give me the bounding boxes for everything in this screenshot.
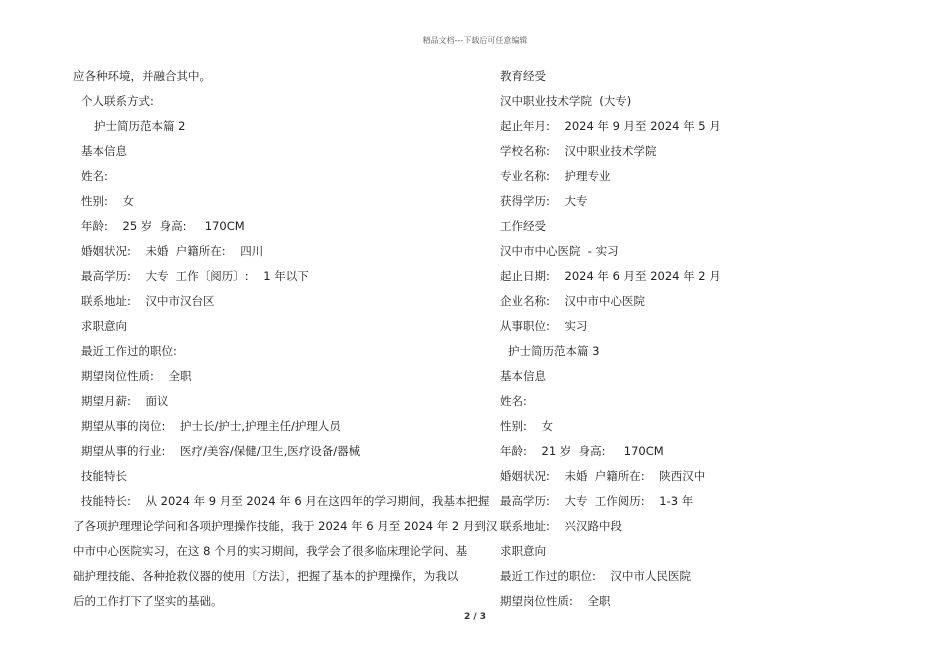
text-line: 专业名称: 护理专业 [500, 169, 611, 183]
text-line: 企业名称: 汉中市中心医院 [500, 294, 645, 308]
text-line: 最近工作过的职位: 汉中市人民医院 [500, 569, 691, 583]
text-line: 求职意向 [81, 319, 127, 333]
text-line: 年龄: 21 岁 身高: 170CM [500, 444, 664, 458]
text-line: 从事职位: 实习 [500, 319, 588, 333]
text-line: 中市中心医院实习，在这 8 个月的实习期间，我学会了很多临床理论学问、基 [73, 544, 468, 558]
text-line: 个人联系方式: [81, 94, 154, 108]
left-column [73, 64, 498, 614]
text-line: 工作经受 [500, 219, 546, 233]
text-line: 求职意向 [500, 544, 546, 558]
text-line: 应各种环境，并融合其中。 [73, 69, 211, 83]
text-line: 了各项护理理论学问和各项护理操作技能，我于 2024 年 6 月至 2024 年 2 月到汉 [73, 519, 498, 533]
text-line: 护士简历范本篇 3 [508, 344, 600, 358]
text-line: 技能特长 [81, 469, 127, 483]
text-line: 期望从事的行业: 医疗/美容/保健/卫生,医疗设备/器械 [81, 444, 361, 458]
text-line: 年龄: 25 岁 身高: 170CM [81, 219, 245, 233]
text-line: 婚姻状况: 未婚 户籍所在: 四川 [81, 244, 264, 258]
text-line: 姓名: [81, 169, 108, 183]
text-line: 起止日期: 2024 年 6 月至 2024 年 2 月 [500, 269, 721, 283]
text-line: 起止年月: 2024 年 9 月至 2024 年 5 月 [500, 119, 721, 133]
text-line: 期望岗位性质: 全职 [81, 369, 192, 383]
text-line: 获得学历: 大专 [500, 194, 588, 208]
text-line: 汉中职业技术学院 (大专) [500, 94, 632, 108]
text-line: 性别: 女 [81, 194, 134, 208]
text-line: 汉中市中心医院 - 实习 [500, 244, 619, 258]
text-line: 最近工作过的职位: [81, 344, 177, 358]
page-number: 2 / 3 [463, 612, 487, 622]
text-line: 联系地址: 兴汉路中段 [500, 519, 622, 533]
text-line: 婚姻状况: 未婚 户籍所在: 陕西汉中 [500, 469, 706, 483]
page-header: 精品文档---下载后可任意编辑 [422, 36, 528, 45]
text-line: 联系地址: 汉中市汉台区 [81, 294, 215, 308]
right-column [500, 64, 890, 614]
text-line: 学校名称: 汉中职业技术学院 [500, 144, 657, 158]
text-line: 性别: 女 [500, 419, 553, 433]
text-line: 最高学历: 大专 工作阅历: 1-3 年 [500, 494, 694, 508]
text-line: 护士简历范本篇 2 [94, 119, 186, 133]
text-line: 姓名: [500, 394, 527, 408]
text-line: 础护理技能、各种抢救仪器的使用〔方法〕，把握了基本的护理操作，为我以 [73, 569, 459, 583]
text-line: 期望从事的岗位: 护士长/护士,护理主任/护理人员 [81, 419, 341, 433]
text-line: 基本信息 [500, 369, 546, 383]
text-line: 期望月薪: 面议 [81, 394, 169, 408]
text-line: 教育经受 [500, 69, 546, 83]
text-line: 期望岗位性质: 全职 [500, 594, 611, 608]
text-line: 后的工作打下了坚实的基础。 [73, 594, 223, 608]
text-line: 最高学历: 大专 工作〔阅历〕: 1 年以下 [81, 269, 309, 283]
text-line: 技能特长: 从 2024 年 9 月至 2024 年 6 月在这四年的学习期间，我基本把握 [81, 494, 490, 508]
text-line: 基本信息 [81, 144, 127, 158]
